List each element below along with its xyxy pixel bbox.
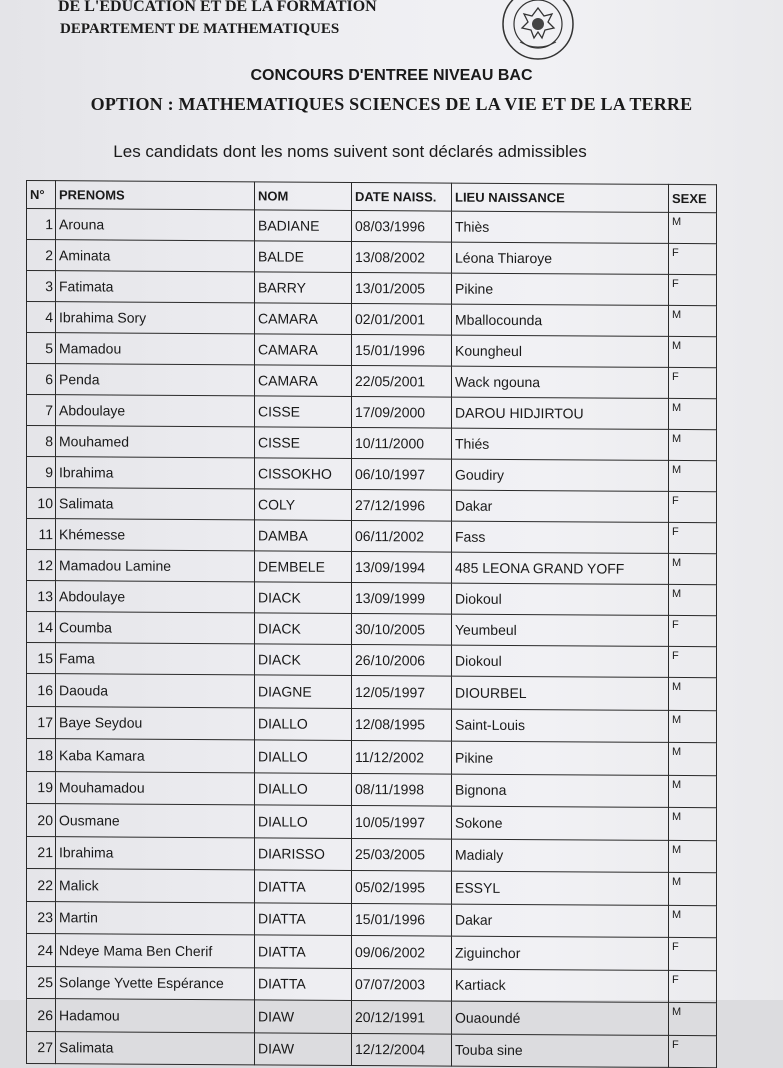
cell-birth-date: 15/01/1996 <box>352 334 452 366</box>
column-header-birth-date: DATE NAISS. <box>352 182 452 211</box>
cell-last-name: CAMARA <box>255 365 352 397</box>
cell-number: 27 <box>27 1031 56 1064</box>
cell-sex: F <box>669 1035 717 1068</box>
cell-last-name: DIALLO <box>255 772 352 805</box>
cell-first-names: Daouda <box>56 674 255 708</box>
cell-sex: F <box>669 522 717 553</box>
cell-sex: M <box>669 677 717 710</box>
cell-birth-date: 30/10/2005 <box>352 613 452 645</box>
cell-birth-date: 06/10/1997 <box>352 458 452 490</box>
cell-birth-place: Goudiry <box>452 459 669 491</box>
cell-number: 20 <box>27 804 56 837</box>
cell-last-name: CISSOKHO <box>255 458 352 490</box>
table-row <box>27 706 717 743</box>
cell-birth-date: 12/05/1997 <box>352 675 452 708</box>
cell-birth-date: 09/06/2002 <box>352 935 452 968</box>
cell-birth-date: 12/08/1995 <box>352 708 452 741</box>
cell-number: 7 <box>27 395 56 426</box>
department-name: DEPARTEMENT DE MATHEMATIQUES <box>60 21 340 37</box>
table-row <box>27 457 717 492</box>
cell-number: 5 <box>27 333 56 364</box>
cell-birth-date: 27/12/1996 <box>352 489 452 521</box>
cell-birth-place: Touba sine <box>452 1034 669 1068</box>
table-row <box>27 519 717 554</box>
option-title: OPTION : MATHEMATIQUES SCIENCES DE LA VIE ET DE LA TERRE <box>90 94 693 114</box>
cell-first-names: Ndeye Mama Ben Cherif <box>56 934 255 968</box>
cell-birth-date: 07/07/2003 <box>352 968 452 1001</box>
cell-number: 16 <box>27 674 56 707</box>
cell-birth-date: 10/05/1997 <box>352 805 452 838</box>
cell-birth-place: Kartiack <box>452 969 669 1003</box>
cell-first-names: Aminata <box>56 240 255 272</box>
cell-first-names: Arouna <box>56 209 255 241</box>
cell-sex: M <box>669 429 717 460</box>
cell-birth-place: Sokone <box>452 806 669 840</box>
cell-birth-place: Koungheul <box>452 335 669 367</box>
cell-number: 21 <box>27 836 56 869</box>
cell-number: 24 <box>27 934 56 967</box>
cell-first-names: Ibrahima Sory <box>56 302 255 334</box>
cell-number: 22 <box>27 869 56 902</box>
cell-birth-date: 08/11/1998 <box>352 773 452 806</box>
cell-number: 25 <box>27 966 56 999</box>
table-row <box>27 240 717 275</box>
cell-sex: M <box>669 460 717 491</box>
column-header-last-name: NOM <box>255 182 352 211</box>
table-row <box>27 488 717 523</box>
table-row <box>27 426 717 461</box>
cell-number: 1 <box>27 209 56 240</box>
table-row <box>27 674 717 711</box>
cell-last-name: CISSE <box>255 396 352 428</box>
cell-last-name: DIALLO <box>255 707 352 740</box>
cell-first-names: Ibrahima <box>56 836 255 870</box>
intro-text: Les candidats dont les noms suivent sont déclarés admissibles <box>113 142 587 161</box>
cell-first-names: Ibrahima <box>56 457 255 489</box>
cell-number: 23 <box>27 901 56 934</box>
cell-birth-date: 08/03/1996 <box>352 210 452 242</box>
cell-first-names: Abdoulaye <box>56 395 255 427</box>
cell-last-name: CAMARA <box>255 303 352 335</box>
cell-birth-place: Bignona <box>452 774 669 808</box>
cell-first-names: Mamadou Lamine <box>56 550 255 582</box>
cell-sex: F <box>669 367 717 398</box>
table-row <box>27 771 717 808</box>
cell-birth-place: Fass <box>452 521 669 553</box>
table-row <box>27 333 717 368</box>
cell-birth-place: Mballocounda <box>452 304 669 336</box>
candidates-table <box>26 180 717 1068</box>
table-row <box>27 804 717 841</box>
table-row <box>27 209 717 244</box>
table-row <box>27 643 717 678</box>
cell-birth-date: 17/09/2000 <box>352 396 452 428</box>
cell-last-name: DIAW <box>255 1000 352 1033</box>
cell-first-names: Abdoulaye <box>56 581 255 613</box>
cell-birth-place: ESSYL <box>452 871 669 905</box>
cell-number: 13 <box>27 581 56 612</box>
cell-sex: M <box>669 872 717 905</box>
cell-sex: M <box>669 584 717 615</box>
cell-last-name: DIATTA <box>255 935 352 968</box>
table-row <box>27 271 717 306</box>
cell-number: 11 <box>27 519 56 550</box>
table-row <box>27 836 717 873</box>
cell-birth-date: 13/09/1994 <box>352 551 452 583</box>
cell-birth-date: 25/03/2005 <box>352 838 452 871</box>
cell-birth-place: Dakar <box>452 490 669 522</box>
cell-last-name: DIARISSO <box>255 837 352 870</box>
cell-birth-place: DAROU HIDJIRTOU <box>452 397 669 429</box>
cell-last-name: CISSE <box>255 427 352 459</box>
cell-sex: M <box>669 905 717 938</box>
table-row <box>27 739 717 776</box>
cell-last-name: COLY <box>255 489 352 521</box>
cell-number: 2 <box>27 240 56 271</box>
cell-first-names: Baye Seydou <box>56 706 255 740</box>
cell-last-name: CAMARA <box>255 334 352 366</box>
cell-sex: M <box>669 398 717 429</box>
table-row <box>27 1031 717 1068</box>
cell-first-names: Salimata <box>56 488 255 520</box>
cell-number: 9 <box>27 457 56 488</box>
cell-last-name: DIACK <box>255 582 352 614</box>
cell-last-name: DIACK <box>255 644 352 676</box>
cell-birth-date: 20/12/1991 <box>352 1000 452 1033</box>
cell-first-names: Kaba Kamara <box>56 739 255 773</box>
cell-birth-place: Ouaoundé <box>452 1001 669 1035</box>
cell-birth-date: 11/12/2002 <box>352 740 452 773</box>
table-row <box>27 966 717 1003</box>
cell-birth-date: 06/11/2002 <box>352 520 452 552</box>
cell-first-names: Khémesse <box>56 519 255 551</box>
cell-sex: M <box>669 305 717 336</box>
cell-last-name: DAMBA <box>255 520 352 552</box>
cell-birth-date: 26/10/2006 <box>352 644 452 676</box>
table-row <box>27 395 717 430</box>
cell-sex: M <box>669 710 717 743</box>
institution-line: DE L'EDUCATION ET DE LA FORMATION <box>58 0 377 15</box>
cell-sex: F <box>669 937 717 970</box>
cell-sex: F <box>669 970 717 1003</box>
cell-birth-date: 02/01/2001 <box>352 303 452 335</box>
cell-birth-place: Saint-Louis <box>452 709 669 743</box>
cell-birth-date: 13/08/2002 <box>352 241 452 273</box>
table-row <box>27 302 717 337</box>
cell-birth-date: 13/01/2005 <box>352 272 452 304</box>
cell-sex: F <box>669 646 717 677</box>
cell-birth-place: Thiès <box>452 211 669 243</box>
table-row <box>27 581 717 616</box>
column-header-number: N° <box>27 181 56 209</box>
column-header-birth-place: LIEU NAISSANCE <box>452 183 669 212</box>
table-row <box>27 999 717 1036</box>
cell-birth-place: Yeumbeul <box>452 614 669 646</box>
cell-sex: M <box>669 212 717 243</box>
cell-first-names: Coumba <box>56 612 255 644</box>
column-header-sex: SEXE <box>669 184 717 212</box>
cell-last-name: DIAW <box>255 1032 352 1065</box>
cell-first-names: Solange Yvette Espérance <box>56 966 255 1000</box>
cell-birth-place: Pikine <box>452 273 669 305</box>
cell-birth-place: Thiés <box>452 428 669 460</box>
cell-number: 17 <box>27 706 56 739</box>
cell-birth-date: 15/01/1996 <box>352 903 452 936</box>
cell-sex: M <box>669 742 717 775</box>
cell-sex: F <box>669 243 717 274</box>
cell-last-name: DIAGNE <box>255 675 352 708</box>
cell-first-names: Mouhamadou <box>56 771 255 805</box>
cell-first-names: Malick <box>56 869 255 903</box>
cell-last-name: DIATTA <box>255 967 352 1000</box>
cell-birth-place: Diokoul <box>452 645 669 677</box>
cell-sex: M <box>669 553 717 584</box>
table-row <box>27 364 717 399</box>
table-row <box>27 612 717 647</box>
cell-last-name: DIALLO <box>255 805 352 838</box>
cell-first-names: Fatimata <box>56 271 255 303</box>
cell-last-name: DIACK <box>255 613 352 645</box>
cell-birth-date: 12/12/2004 <box>352 1033 452 1066</box>
cell-birth-place: Diokoul <box>452 583 669 615</box>
cell-number: 10 <box>27 488 56 519</box>
cell-sex: F <box>669 615 717 646</box>
cell-sex: M <box>669 840 717 873</box>
cell-number: 4 <box>27 302 56 333</box>
contest-title: CONCOURS D'ENTREE NIVEAU BAC <box>250 67 533 84</box>
cell-birth-date: 05/02/1995 <box>352 870 452 903</box>
cell-sex: M <box>669 775 717 808</box>
table-header-row <box>27 181 717 213</box>
cell-birth-place: Wack ngouna <box>452 366 669 398</box>
cell-birth-place: 485 LEONA GRAND YOFF <box>452 552 669 584</box>
table-row <box>27 934 717 971</box>
cell-sex: M <box>669 336 717 367</box>
cell-last-name: BALDE <box>255 241 352 273</box>
cell-birth-place: Pikine <box>452 741 669 775</box>
cell-birth-date: 13/09/1999 <box>352 582 452 614</box>
table-row <box>27 901 717 938</box>
cell-first-names: Mamadou <box>56 333 255 365</box>
cell-last-name: DIATTA <box>255 902 352 935</box>
cell-number: 15 <box>27 643 56 674</box>
cell-sex: F <box>669 491 717 522</box>
cell-number: 18 <box>27 739 56 772</box>
cell-sex: M <box>669 807 717 840</box>
cell-birth-place: Léona Thiaroye <box>452 242 669 274</box>
cell-sex: F <box>669 274 717 305</box>
cell-birth-place: DIOURBEL <box>452 676 669 710</box>
table-row <box>27 550 717 585</box>
cell-first-names: Mouhamed <box>56 426 255 458</box>
cell-number: 8 <box>27 426 56 457</box>
cell-number: 14 <box>27 612 56 643</box>
university-seal-icon <box>500 0 576 62</box>
cell-number: 12 <box>27 550 56 581</box>
cell-number: 6 <box>27 364 56 395</box>
cell-birth-date: 10/11/2000 <box>352 427 452 459</box>
cell-number: 26 <box>27 999 56 1032</box>
cell-first-names: Ousmane <box>56 804 255 838</box>
column-header-first-names: PRENOMS <box>56 181 255 210</box>
cell-number: 19 <box>27 771 56 804</box>
table-row <box>27 869 717 906</box>
cell-birth-place: Madialy <box>452 839 669 873</box>
cell-sex: M <box>669 1002 717 1035</box>
cell-birth-date: 22/05/2001 <box>352 365 452 397</box>
cell-last-name: BADIANE <box>255 210 352 242</box>
cell-birth-place: Ziguinchor <box>452 936 669 970</box>
cell-first-names: Martin <box>56 901 255 935</box>
cell-first-names: Penda <box>56 364 255 396</box>
cell-last-name: DIALLO <box>255 740 352 773</box>
cell-first-names: Hadamou <box>56 999 255 1033</box>
cell-last-name: BARRY <box>255 272 352 304</box>
cell-first-names: Fama <box>56 643 255 675</box>
cell-last-name: DIATTA <box>255 870 352 903</box>
cell-last-name: DEMBELE <box>255 551 352 583</box>
cell-first-names: Salimata <box>56 1031 255 1065</box>
cell-number: 3 <box>27 271 56 302</box>
cell-birth-place: Dakar <box>452 904 669 938</box>
